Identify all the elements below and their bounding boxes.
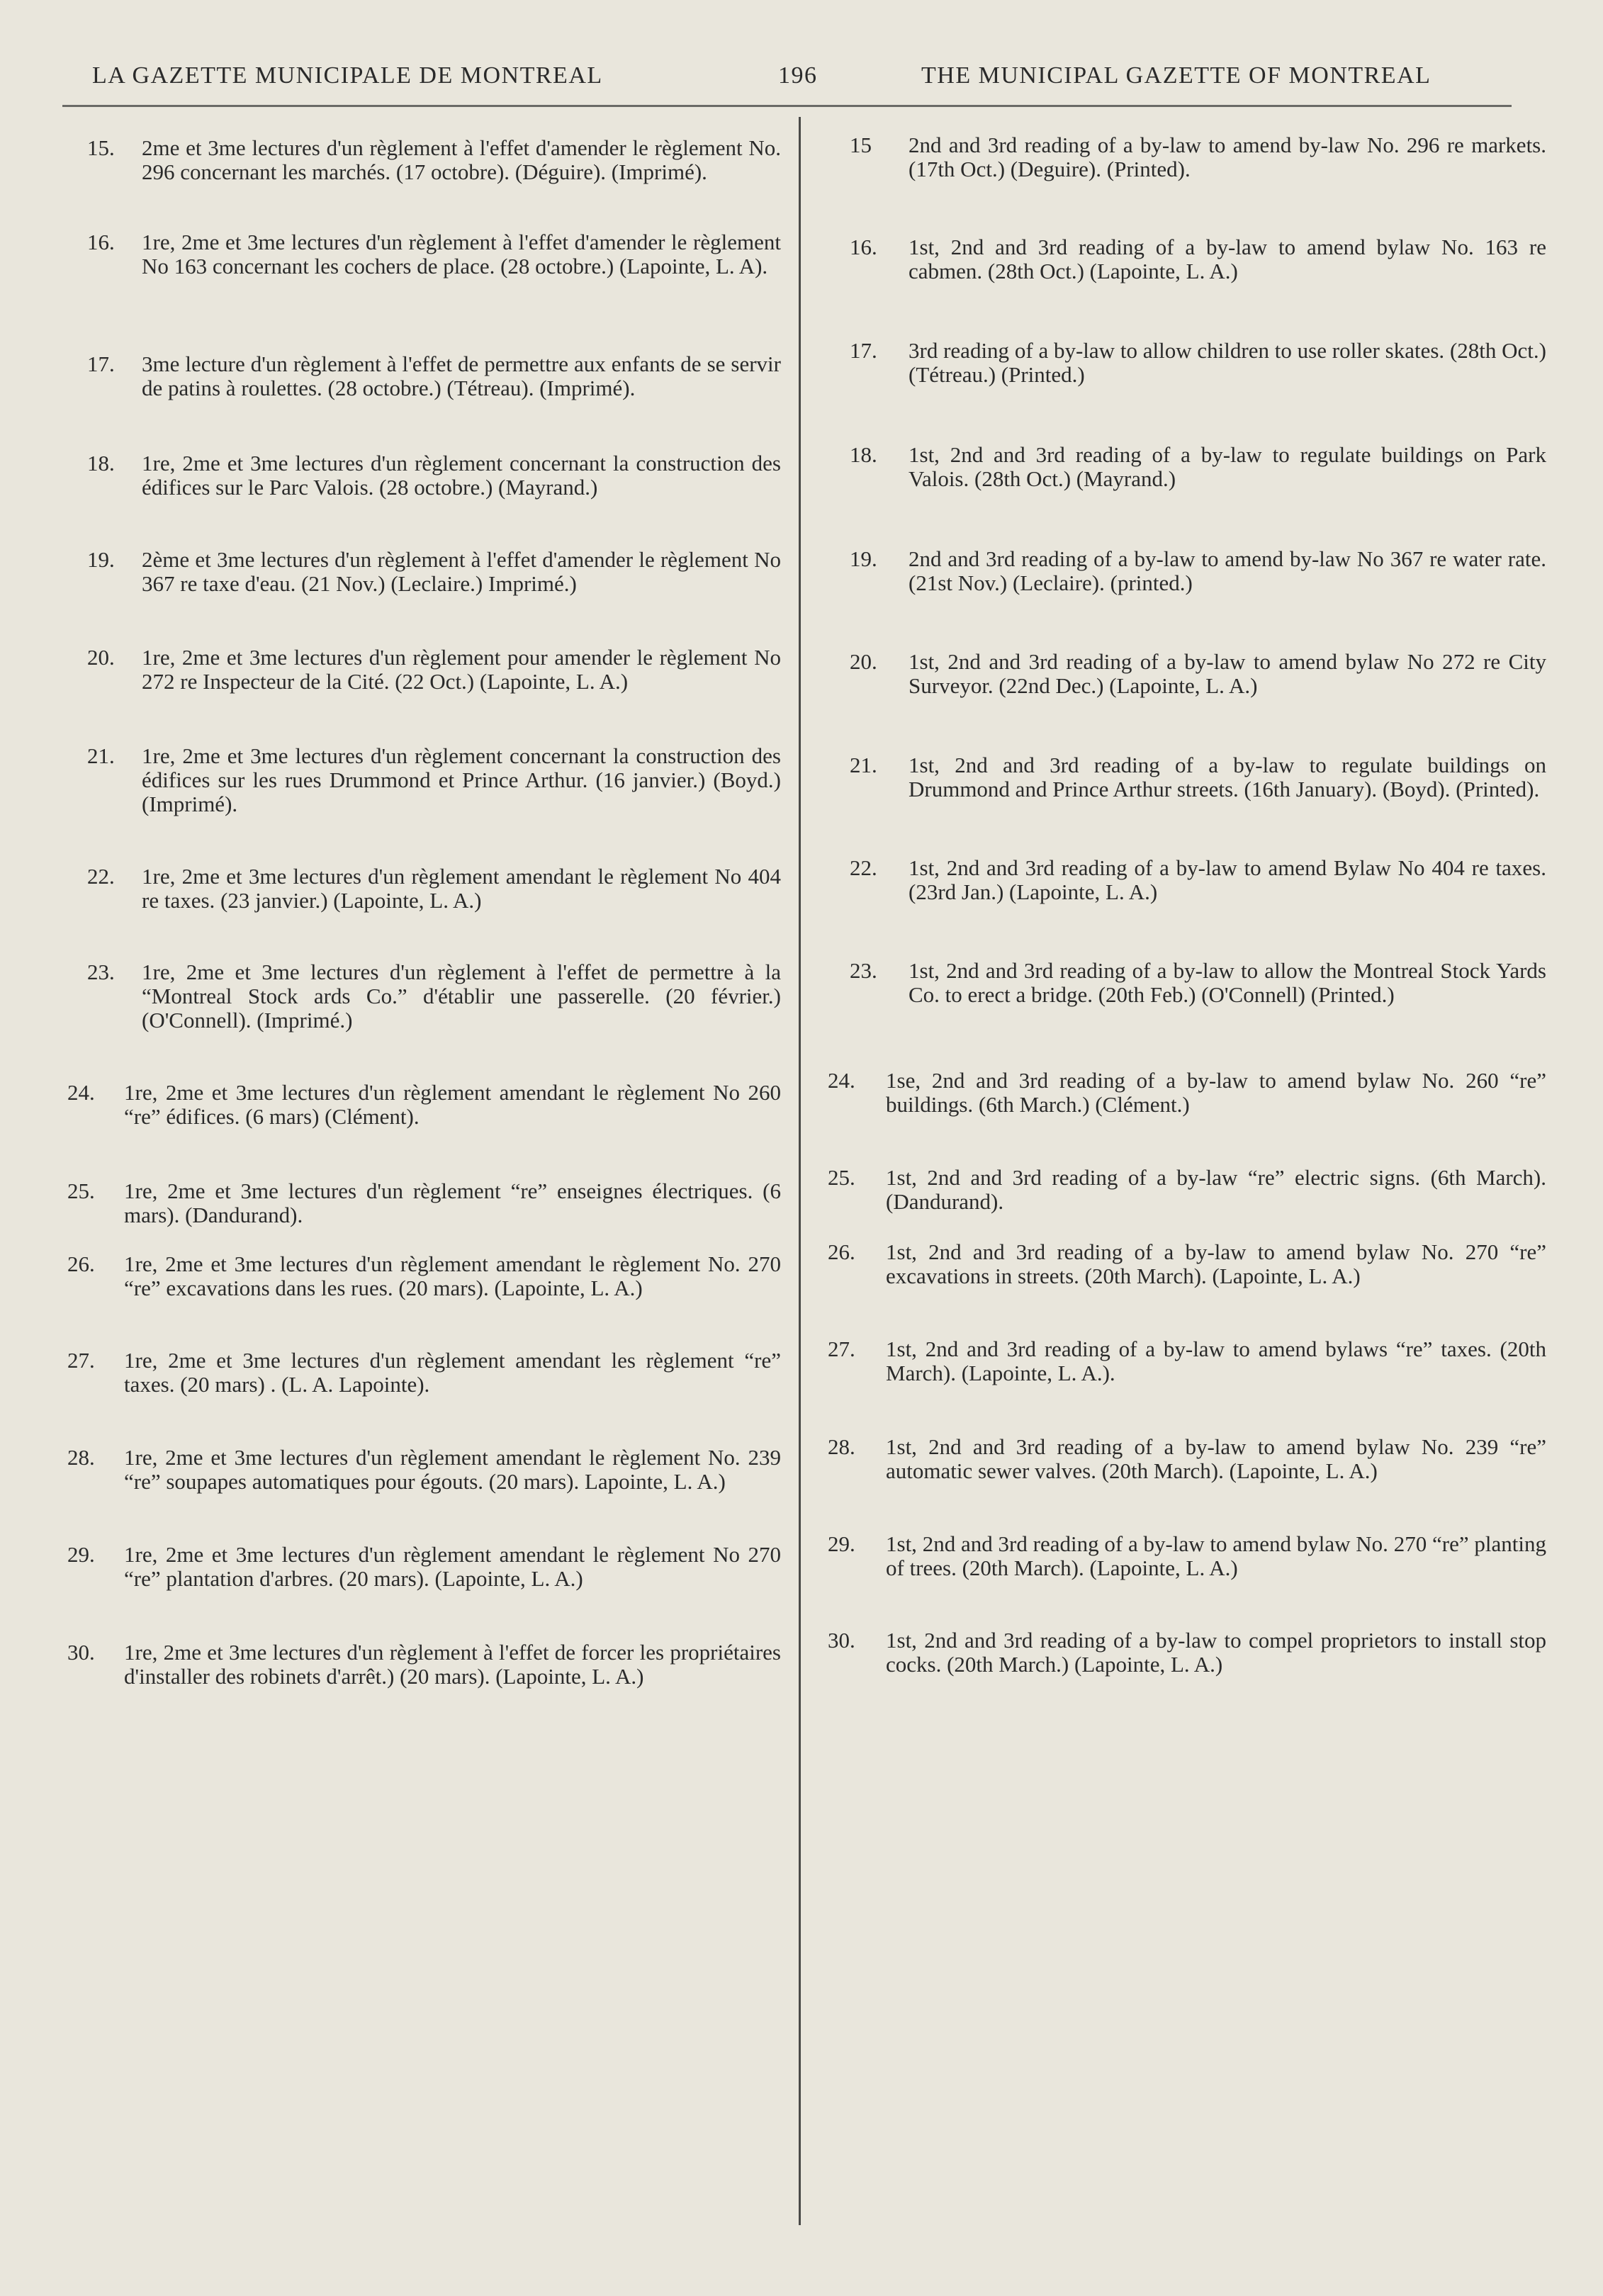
item-text: 1st, 2nd and 3rd reading of a by-law to amend bylaw No. 163 re cabmen. (28th Oct.) (Lapointe, L. A.) bbox=[909, 235, 1546, 283]
item-text: 1st, 2nd and 3rd reading of a by-law to amend bylaw No. 270 “re” planting of trees. (20th March). (Lapointe, L. A.) bbox=[886, 1531, 1546, 1580]
item-number: 19. bbox=[850, 546, 877, 571]
item-number: 29. bbox=[67, 1542, 95, 1567]
item-text: 1re, 2me et 3me lectures d'un règlement amendant le règlement No 404 re taxes. (23 janvier.) (Lapointe, L. A.) bbox=[142, 864, 781, 913]
item-number: 20. bbox=[87, 645, 115, 670]
item-number: 25. bbox=[828, 1165, 855, 1190]
item-number: 26. bbox=[67, 1251, 95, 1276]
item-text: 3rd reading of a by-law to allow children to use roller skates. (28th Oct.) (Tétreau.) (Printed.) bbox=[909, 338, 1546, 387]
item-number: 28. bbox=[67, 1445, 95, 1470]
item-number: 17. bbox=[87, 351, 115, 376]
item-text: 1re, 2me et 3me lectures d'un règlement amendant le règlement No. 270 “re” excavations dans les rues. (20 mars). (Lapointe, L. A.) bbox=[124, 1251, 781, 1300]
item-text: 2me et 3me lectures d'un règlement à l'effet d'amender le règlement No. 296 concernant les marchés. (17 octobre). (Déguire). (Imprimé). bbox=[142, 135, 781, 184]
page-header bbox=[0, 62, 1603, 98]
item-number: 20. bbox=[850, 649, 877, 674]
item-text: 1re, 2me et 3me lectures d'un règlement pour amender le règlement No 272 re Inspecteur de la Cité. (22 Oct.) (Lapointe, L. A.) bbox=[142, 645, 781, 694]
item-text: 1st, 2nd and 3rd reading of a by-law “re” electric signs. (6th March). (Dandurand). bbox=[886, 1165, 1546, 1214]
item-number: 18. bbox=[87, 451, 115, 475]
item-text: 1st, 2nd and 3rd reading of a by-law to allow the Montreal Stock Yards Co. to erect a bridge. (20th Feb.) (O'Connell) (Printed.) bbox=[909, 958, 1546, 1007]
item-number: 27. bbox=[67, 1348, 95, 1373]
item-number: 23. bbox=[850, 958, 877, 983]
item-text: 2ème et 3me lectures d'un règlement à l'effet d'amender le règlement No 367 re taxe d'eau. (21 Nov.) (Leclaire.) Imprimé.) bbox=[142, 547, 781, 596]
item-number: 19. bbox=[87, 547, 115, 572]
item-text: 2nd and 3rd reading of a by-law to amend by-law No. 296 re markets. (17th Oct.) (Deguire). (Printed). bbox=[909, 133, 1546, 181]
item-number: 30. bbox=[828, 1628, 855, 1653]
item-text: 1re, 2me et 3me lectures d'un règlement à l'effet d'amender le règlement No 163 concernant les cochers de place. (28 octobre.) (Lapointe, L. A). bbox=[142, 230, 781, 278]
item-text: 1re, 2me et 3me lectures d'un règlement amendant le règlement No. 239 “re” soupapes automatiques pour égouts. (20 mars). Lapointe, L. A.) bbox=[124, 1445, 781, 1494]
item-number: 27. bbox=[828, 1336, 855, 1361]
item-text: 1re, 2me et 3me lectures d'un règlement amendant les règlement “re” taxes. (20 mars) . (L. A. Lapointe). bbox=[124, 1348, 781, 1397]
french-title: LA GAZETTE MUNICIPALE DE MONTREAL bbox=[92, 62, 603, 89]
item-text: 1re, 2me et 3me lectures d'un règlement concernant la construction des édifices sur le Parc Valois. (28 octobre.) (Mayrand.) bbox=[142, 451, 781, 500]
item-text: 3me lecture d'un règlement à l'effet de permettre aux enfants de se servir de patins à roulettes. (28 octobre.) (Tétreau). (Imprimé). bbox=[142, 351, 781, 400]
item-text: 1st, 2nd and 3rd reading of a by-law to amend Bylaw No 404 re taxes. (23rd Jan.) (Lapointe, L. A.) bbox=[909, 855, 1546, 904]
item-text: 1st, 2nd and 3rd reading of a by-law to regulate buildings on Drummond and Prince Arthur streets. (16th January). (Boyd). (Printed). bbox=[909, 753, 1546, 801]
item-number: 15 bbox=[850, 133, 872, 157]
item-number: 30. bbox=[67, 1640, 95, 1665]
item-number: 21. bbox=[850, 753, 877, 777]
item-text: 1re, 2me et 3me lectures d'un règlement à l'effet de forcer les propriétaires d'installer des robinets d'arrêt.) (20 mars). (Lapointe, L. A.) bbox=[124, 1640, 781, 1689]
item-text: 1st, 2nd and 3rd reading of a by-law to amend bylaws “re” taxes. (20th March). (Lapointe, L. A.). bbox=[886, 1336, 1546, 1385]
column-divider bbox=[799, 117, 801, 2225]
item-text: 1re, 2me et 3me lectures d'un règlement “re” enseignes électriques. (6 mars). (Dandurand). bbox=[124, 1178, 781, 1227]
item-text: 1st, 2nd and 3rd reading of a by-law to amend bylaw No. 239 “re” automatic sewer valves. (20th March). (Lapointe, L. A.) bbox=[886, 1434, 1546, 1483]
item-text: 1st, 2nd and 3rd reading of a by-law to amend bylaw No. 270 “re” excavations in streets. (20th March). (Lapointe, L. A.) bbox=[886, 1239, 1546, 1288]
page-number: 196 bbox=[778, 62, 818, 89]
header-rule bbox=[62, 105, 1512, 107]
item-text: 1st, 2nd and 3rd reading of a by-law to compel proprietors to install stop cocks. (20th March.) (Lapointe, L. A.) bbox=[886, 1628, 1546, 1677]
item-number: 21. bbox=[87, 743, 115, 768]
item-number: 23. bbox=[87, 960, 115, 984]
item-number: 29. bbox=[828, 1531, 855, 1556]
item-text: 1st, 2nd and 3rd reading of a by-law to amend bylaw No 272 re City Surveyor. (22nd Dec.) (Lapointe, L. A.) bbox=[909, 649, 1546, 698]
item-number: 22. bbox=[850, 855, 877, 880]
item-number: 28. bbox=[828, 1434, 855, 1459]
item-text: 1st, 2nd and 3rd reading of a by-law to regulate buildings on Park Valois. (28th Oct.) (Mayrand.) bbox=[909, 442, 1546, 491]
item-text: 2nd and 3rd reading of a by-law to amend by-law No 367 re water rate. (21st Nov.) (Leclaire). (printed.) bbox=[909, 546, 1546, 595]
item-number: 25. bbox=[67, 1178, 95, 1203]
item-number: 26. bbox=[828, 1239, 855, 1264]
item-number: 24. bbox=[67, 1080, 95, 1105]
item-text: 1re, 2me et 3me lectures d'un règlement à l'effet de permettre à la “Montreal Stock ards Co.” d'établir une passerelle. (20 février.) (O'Connell). (Imprimé.) bbox=[142, 960, 781, 1032]
item-number: 22. bbox=[87, 864, 115, 889]
item-number: 16. bbox=[87, 230, 115, 254]
item-number: 24. bbox=[828, 1068, 855, 1093]
item-number: 16. bbox=[850, 235, 877, 259]
item-text: 1re, 2me et 3me lectures d'un règlement amendant le règlement No 260 “re” édifices. (6 mars) (Clément). bbox=[124, 1080, 781, 1129]
item-text: 1re, 2me et 3me lectures d'un règlement concernant la construction des édifices sur les rues Drummond et Prince Arthur. (16 janvier.) (Boyd.) (Imprimé). bbox=[142, 743, 781, 816]
item-text: 1re, 2me et 3me lectures d'un règlement amendant le règlement No 270 “re” plantation d'arbres. (20 mars). (Lapointe, L. A.) bbox=[124, 1542, 781, 1591]
item-number: 15. bbox=[87, 135, 115, 160]
item-text: 1se, 2nd and 3rd reading of a by-law to amend bylaw No. 260 “re” buildings. (6th March.) (Clément.) bbox=[886, 1068, 1546, 1117]
item-number: 17. bbox=[850, 338, 877, 363]
english-title: THE MUNICIPAL GAZETTE OF MONTREAL bbox=[921, 62, 1432, 89]
item-number: 18. bbox=[850, 442, 877, 467]
